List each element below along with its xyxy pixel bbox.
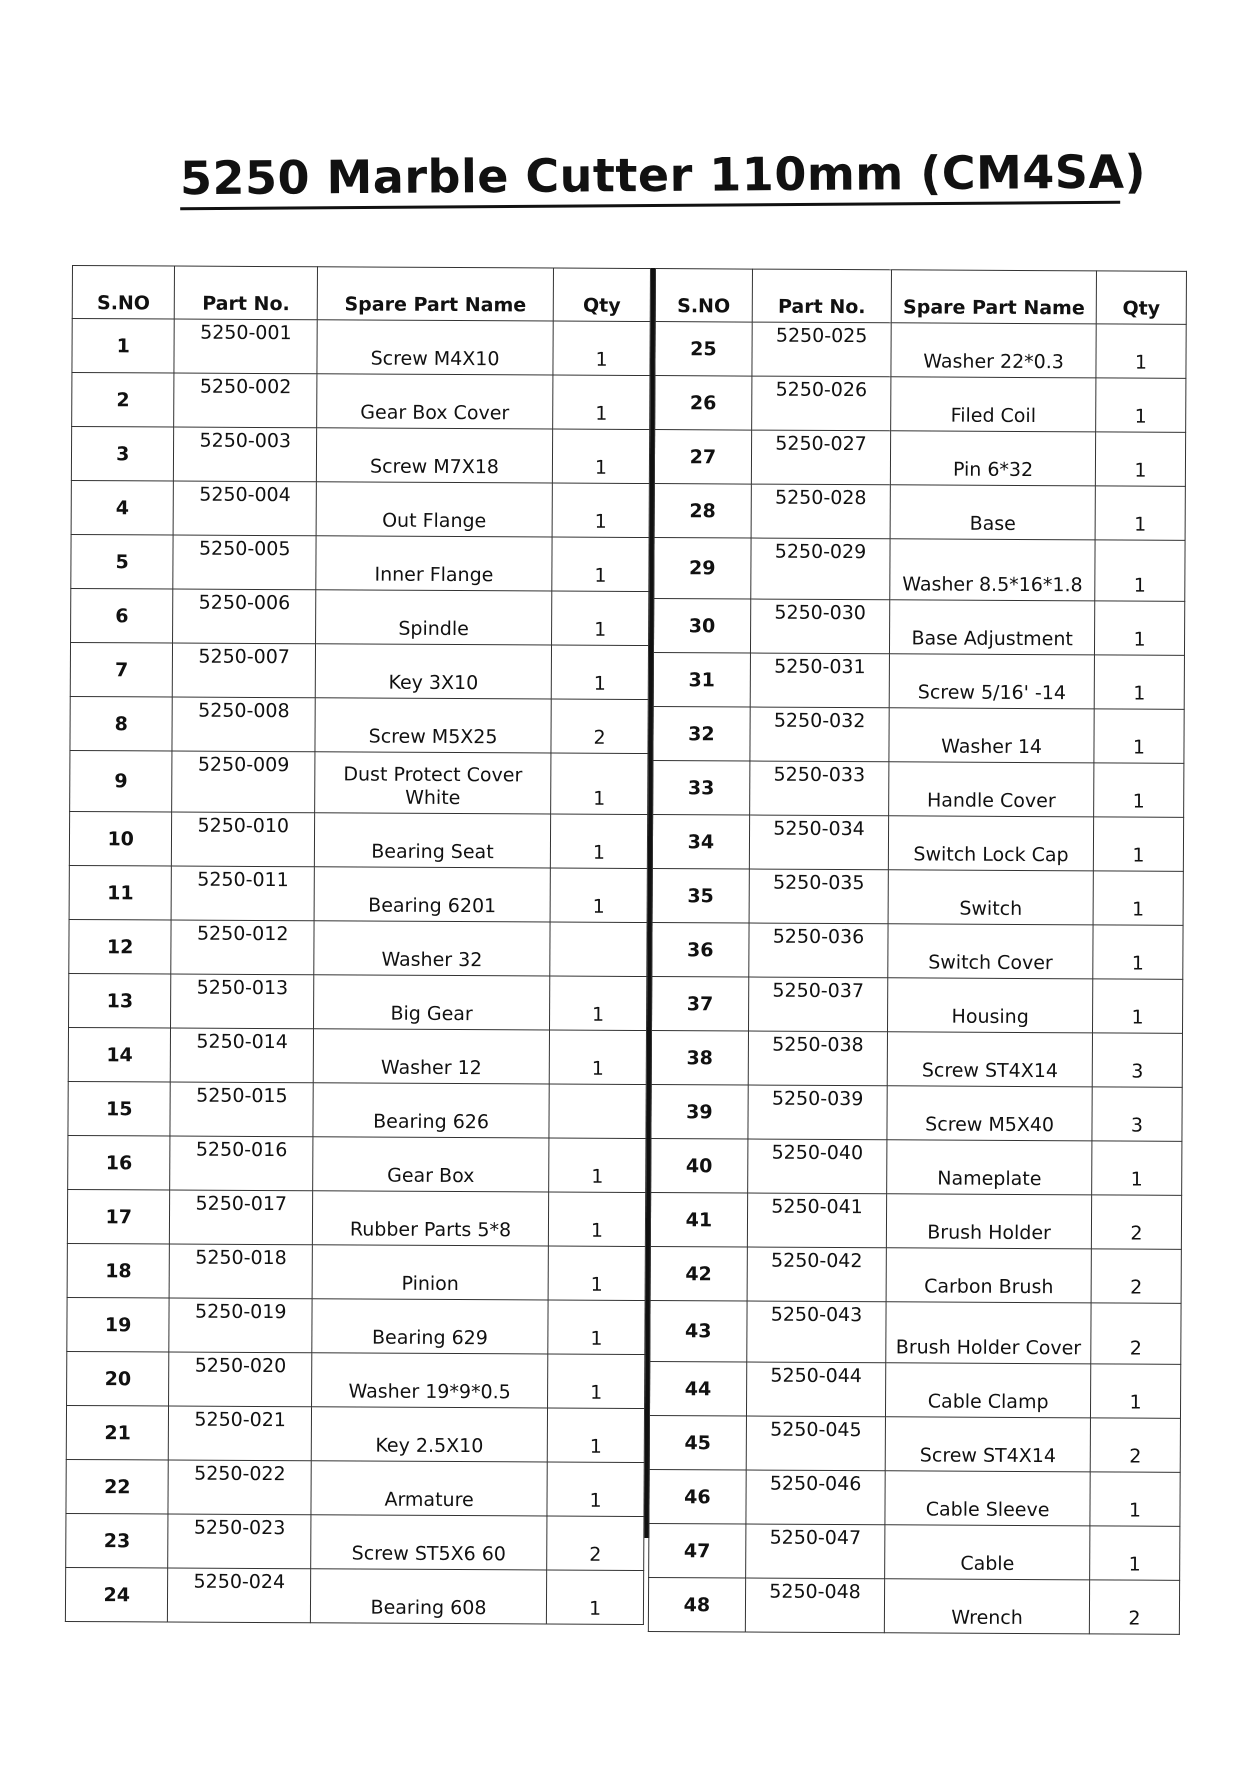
- cell-part-no: 5250-034: [749, 815, 889, 870]
- cell-part-no: 5250-043: [747, 1301, 887, 1363]
- table-row: [650, 1247, 1181, 1304]
- cell-name: Wrench: [885, 1579, 1090, 1634]
- cell-name: Screw ST5X6 60: [311, 1515, 547, 1570]
- cell-name: Armature: [311, 1461, 547, 1516]
- cell-qty: 1: [551, 753, 648, 815]
- table-row: [651, 977, 1182, 1034]
- cell-qty: 1: [550, 868, 647, 923]
- cell-name: Carbon Brush: [886, 1248, 1091, 1303]
- table-row: [65, 1567, 643, 1624]
- cell-part-no: 5250-047: [745, 1524, 885, 1579]
- parts-table-right: [648, 268, 1187, 1635]
- cell-part-no: 5250-024: [168, 1568, 311, 1623]
- cell-name: Key 2.5X10: [311, 1407, 547, 1462]
- cell-sno: 42: [650, 1247, 747, 1302]
- cell-qty: 1: [1092, 1141, 1182, 1195]
- table-row: [652, 815, 1183, 872]
- table-row: [70, 642, 648, 699]
- cell-part-no: 5250-028: [751, 484, 891, 539]
- cell-name: Switch Cover: [888, 924, 1093, 979]
- cell-name: Pin 6*32: [891, 431, 1096, 486]
- cell-sno: 16: [68, 1135, 171, 1190]
- table-row: [71, 588, 649, 645]
- cell-sno: 1: [72, 319, 175, 374]
- cell-part-no: 5250-025: [752, 322, 892, 377]
- cell-name: Base: [890, 485, 1095, 540]
- cell-qty: [549, 1084, 646, 1139]
- cell-sno: 13: [69, 973, 172, 1028]
- cell-sno: 17: [67, 1189, 170, 1244]
- cell-qty: 2: [551, 699, 648, 754]
- cell-sno: 47: [649, 1524, 746, 1579]
- cell-part-no: 5250-019: [169, 1298, 312, 1353]
- cell-qty: 1: [1094, 709, 1184, 763]
- parts-sheet: [65, 265, 1187, 1630]
- table-row: [652, 923, 1183, 980]
- cell-qty: 1: [1095, 432, 1185, 486]
- cell-name: Screw M4X10: [317, 320, 553, 375]
- cell-qty: 2: [1089, 1580, 1179, 1634]
- cell-name: Dust Protect Cover White: [315, 752, 551, 814]
- cell-name: Pinion: [312, 1245, 548, 1300]
- cell-part-no: 5250-007: [173, 643, 316, 698]
- cell-qty: 2: [1091, 1303, 1181, 1364]
- left-table-body: [65, 319, 650, 1625]
- cell-sno: 23: [66, 1513, 169, 1568]
- cell-sno: 21: [66, 1405, 169, 1460]
- table-row: [654, 484, 1185, 541]
- cell-name: Screw 5/16' -14: [889, 654, 1094, 709]
- cell-qty: 1: [1090, 1526, 1180, 1580]
- cell-sno: 12: [69, 919, 172, 974]
- cell-qty: 1: [546, 1570, 643, 1625]
- page-title: 5250 Marble Cutter 110mm (CM4SA): [180, 145, 1120, 211]
- table-row: [68, 1027, 646, 1084]
- cell-part-no: 5250-048: [745, 1578, 885, 1633]
- cell-name: Housing: [888, 978, 1093, 1033]
- table-row: [68, 1135, 646, 1192]
- right-table-body: [648, 322, 1186, 1635]
- table-row: [67, 1243, 645, 1300]
- table-row: [655, 376, 1186, 433]
- table-row: [69, 865, 647, 922]
- cell-name: Switch: [888, 870, 1093, 925]
- cell-part-no: 5250-017: [170, 1190, 313, 1245]
- cell-sno: 9: [70, 750, 173, 812]
- table-row: [69, 811, 647, 868]
- cell-qty: 2: [1090, 1418, 1180, 1472]
- cell-name: Switch Lock Cap: [889, 816, 1094, 871]
- cell-sno: 35: [652, 869, 749, 924]
- cell-sno: 10: [69, 811, 172, 866]
- table-row: [650, 1193, 1181, 1250]
- table-row: [71, 480, 649, 537]
- cell-qty: 1: [1096, 324, 1186, 378]
- header-qty: Qty: [1096, 271, 1186, 324]
- cell-part-no: 5250-020: [169, 1352, 312, 1407]
- cell-qty: 1: [1090, 1472, 1180, 1526]
- cell-sno: 3: [71, 427, 174, 482]
- cell-part-no: 5250-035: [749, 869, 889, 924]
- cell-part-no: 5250-039: [748, 1085, 888, 1140]
- cell-part-no: 5250-023: [168, 1514, 311, 1569]
- table-row: [66, 1513, 644, 1570]
- cell-sno: 33: [653, 761, 750, 816]
- cell-part-no: 5250-036: [749, 923, 889, 978]
- cell-sno: 43: [650, 1301, 747, 1363]
- cell-sno: 40: [651, 1139, 748, 1194]
- cell-part-no: 5250-033: [749, 761, 889, 816]
- cell-sno: 26: [655, 376, 752, 431]
- cell-name: Base Adjustment: [890, 600, 1095, 655]
- cell-qty: 1: [553, 375, 650, 430]
- cell-name: Screw M5X25: [315, 698, 551, 753]
- cell-name: Spindle: [316, 590, 552, 645]
- table-row: [68, 1081, 646, 1138]
- cell-sno: 45: [649, 1416, 746, 1471]
- cell-sno: 18: [67, 1243, 170, 1298]
- cell-sno: 5: [71, 534, 174, 589]
- cell-name: Screw ST4X14: [885, 1417, 1090, 1472]
- cell-part-no: 5250-031: [750, 653, 890, 708]
- cell-part-no: 5250-026: [751, 376, 891, 431]
- header-part-no: Part No.: [752, 269, 892, 323]
- cell-qty: 1: [548, 1246, 645, 1301]
- cell-sno: 32: [653, 707, 750, 762]
- table-row: [72, 319, 650, 376]
- cell-qty: 1: [1093, 925, 1183, 979]
- parts-table-left: [65, 265, 651, 1625]
- cell-sno: 37: [651, 977, 748, 1032]
- cell-sno: 19: [67, 1297, 170, 1352]
- table-row: [66, 1405, 644, 1462]
- cell-qty: 2: [1091, 1249, 1181, 1303]
- cell-qty: 1: [548, 1354, 645, 1409]
- table-row: [649, 1524, 1180, 1581]
- cell-sno: 36: [652, 923, 749, 978]
- cell-name: Washer 19*9*0.5: [312, 1353, 548, 1408]
- cell-name: Gear Box Cover: [317, 374, 553, 429]
- table-row: [653, 599, 1184, 656]
- cell-sno: 38: [651, 1031, 748, 1086]
- cell-part-no: 5250-046: [746, 1470, 886, 1525]
- cell-name: Inner Flange: [316, 536, 552, 591]
- table-row: [648, 1578, 1179, 1635]
- table-row: [69, 919, 647, 976]
- cell-qty: 1: [552, 429, 649, 484]
- cell-part-no: 5250-016: [170, 1136, 313, 1191]
- cell-name: Washer 22*0.3: [891, 323, 1096, 378]
- cell-qty: 1: [1094, 655, 1184, 709]
- cell-qty: 1: [1095, 486, 1185, 540]
- cell-part-no: 5250-002: [174, 373, 317, 428]
- cell-part-no: 5250-038: [748, 1031, 888, 1086]
- cell-name: Cable Clamp: [886, 1363, 1091, 1418]
- cell-sno: 24: [65, 1567, 168, 1622]
- cell-qty: 1: [551, 645, 648, 700]
- table-row: [70, 696, 648, 753]
- cell-part-no: 5250-015: [170, 1082, 313, 1137]
- table-row: [651, 1139, 1182, 1196]
- header-sno: S.NO: [72, 266, 175, 320]
- cell-qty: 1: [1093, 871, 1183, 925]
- table-row: [71, 534, 649, 591]
- cell-qty: 1: [547, 1462, 644, 1517]
- cell-qty: [550, 922, 647, 977]
- cell-qty: 2: [1091, 1195, 1181, 1249]
- table-header-row: [72, 266, 650, 322]
- cell-name: Handle Cover: [889, 762, 1094, 817]
- cell-part-no: 5250-012: [171, 920, 314, 975]
- cell-qty: 1: [552, 591, 649, 646]
- table-row: [653, 707, 1184, 764]
- cell-part-no: 5250-004: [174, 481, 317, 536]
- cell-name: Brush Holder: [887, 1194, 1092, 1249]
- table-row: [649, 1416, 1180, 1473]
- cell-part-no: 5250-003: [174, 427, 317, 482]
- cell-qty: 1: [552, 483, 649, 538]
- table-row: [655, 322, 1186, 379]
- cell-sno: 30: [653, 599, 750, 654]
- cell-name: Rubber Parts 5*8: [312, 1191, 548, 1246]
- cell-sno: 25: [655, 322, 752, 377]
- cell-name: Screw M5X40: [887, 1086, 1092, 1141]
- table-row: [66, 1459, 644, 1516]
- cell-sno: 11: [69, 865, 172, 920]
- cell-part-no: 5250-018: [170, 1244, 313, 1299]
- cell-sno: 27: [654, 430, 751, 485]
- cell-part-no: 5250-041: [747, 1193, 887, 1248]
- cell-sno: 29: [654, 538, 751, 600]
- cell-sno: 4: [71, 480, 174, 535]
- cell-qty: 1: [1090, 1364, 1180, 1418]
- cell-qty: 1: [1092, 979, 1182, 1033]
- table-row: [67, 1189, 645, 1246]
- cell-part-no: 5250-022: [168, 1460, 311, 1515]
- cell-name: Bearing 629: [312, 1299, 548, 1354]
- cell-sno: 31: [653, 653, 750, 708]
- cell-part-no: 5250-045: [746, 1416, 886, 1471]
- cell-part-no: 5250-013: [171, 974, 314, 1029]
- cell-sno: 41: [650, 1193, 747, 1248]
- cell-sno: 34: [652, 815, 749, 870]
- cell-name: Washer 12: [313, 1029, 549, 1084]
- cell-name: Out Flange: [316, 482, 552, 537]
- cell-name: Gear Box: [313, 1137, 549, 1192]
- cell-sno: 28: [654, 484, 751, 539]
- table-row: [649, 1362, 1180, 1419]
- header-part-name: Spare Part Name: [891, 270, 1096, 324]
- table-row: [652, 869, 1183, 926]
- cell-name: Key 3X10: [315, 644, 551, 699]
- cell-name: Screw M7X18: [316, 428, 552, 483]
- cell-name: Cable Sleeve: [885, 1471, 1090, 1526]
- cell-name: Bearing 6201: [314, 867, 550, 922]
- table-row: [71, 427, 649, 484]
- cell-qty: 2: [547, 1516, 644, 1571]
- cell-sno: 46: [649, 1470, 746, 1525]
- cell-name: Washer 14: [889, 708, 1094, 763]
- table-row: [72, 373, 650, 430]
- table-header-row: [655, 269, 1186, 325]
- cell-part-no: 5250-030: [750, 599, 890, 654]
- cell-qty: 1: [1093, 817, 1183, 871]
- cell-qty: 1: [550, 814, 647, 869]
- cell-part-no: 5250-010: [172, 812, 315, 867]
- table-row: [651, 1085, 1182, 1142]
- cell-name: Screw ST4X14: [887, 1032, 1092, 1087]
- cell-qty: 3: [1092, 1033, 1182, 1087]
- cell-sno: 8: [70, 696, 173, 751]
- cell-part-no: 5250-037: [748, 977, 888, 1032]
- cell-part-no: 5250-001: [174, 319, 317, 374]
- cell-name: Cable: [885, 1525, 1090, 1580]
- cell-part-no: 5250-009: [172, 751, 315, 813]
- cell-name: Bearing 608: [310, 1569, 546, 1624]
- header-part-no: Part No.: [175, 266, 318, 320]
- cell-sno: 20: [67, 1351, 170, 1406]
- table-row: [69, 973, 647, 1030]
- header-sno: S.NO: [655, 269, 752, 323]
- cell-part-no: 5250-006: [173, 589, 316, 644]
- header-qty: Qty: [553, 268, 650, 322]
- cell-name: Washer 8.5*16*1.8: [890, 539, 1095, 601]
- cell-qty: 1: [549, 1030, 646, 1085]
- cell-name: Washer 32: [314, 921, 550, 976]
- table-row: [654, 538, 1185, 602]
- cell-part-no: 5250-044: [746, 1362, 886, 1417]
- cell-sno: 6: [71, 588, 174, 643]
- cell-part-no: 5250-008: [172, 697, 315, 752]
- table-row: [67, 1351, 645, 1408]
- table-row: [653, 653, 1184, 710]
- cell-sno: 48: [648, 1578, 745, 1633]
- table-row: [650, 1301, 1181, 1365]
- cell-sno: 22: [66, 1459, 169, 1514]
- cell-name: Bearing 626: [313, 1083, 549, 1138]
- cell-name: Filed Coil: [891, 377, 1096, 432]
- cell-qty: 1: [548, 1300, 645, 1355]
- cell-part-no: 5250-032: [750, 707, 890, 762]
- table-row: [651, 1031, 1182, 1088]
- cell-qty: 1: [553, 321, 650, 376]
- cell-part-no: 5250-014: [171, 1028, 314, 1083]
- cell-part-no: 5250-029: [751, 538, 891, 600]
- cell-name: Brush Holder Cover: [886, 1302, 1091, 1364]
- cell-part-no: 5250-040: [747, 1139, 887, 1194]
- cell-qty: 1: [1094, 601, 1184, 655]
- cell-qty: 3: [1092, 1087, 1182, 1141]
- cell-part-no: 5250-011: [172, 866, 315, 921]
- cell-sno: 44: [649, 1362, 746, 1417]
- table-row: [649, 1470, 1180, 1527]
- header-part-name: Spare Part Name: [317, 267, 553, 321]
- cell-qty: 1: [549, 1138, 646, 1193]
- table-row: [70, 750, 648, 814]
- cell-sno: 15: [68, 1081, 171, 1136]
- cell-qty: 1: [1095, 540, 1185, 601]
- cell-qty: 1: [547, 1408, 644, 1463]
- cell-sno: 14: [68, 1027, 171, 1082]
- cell-qty: 1: [548, 1192, 645, 1247]
- cell-qty: 1: [1096, 378, 1186, 432]
- cell-name: Big Gear: [314, 975, 550, 1030]
- cell-qty: 1: [552, 537, 649, 592]
- table-row: [67, 1297, 645, 1354]
- cell-name: Nameplate: [887, 1140, 1092, 1195]
- table-row: [654, 430, 1185, 487]
- table-row: [653, 761, 1184, 818]
- cell-sno: 2: [72, 373, 175, 428]
- cell-part-no: 5250-027: [751, 430, 891, 485]
- cell-part-no: 5250-021: [169, 1406, 312, 1461]
- cell-sno: 7: [70, 642, 173, 697]
- cell-part-no: 5250-005: [173, 535, 316, 590]
- cell-qty: 1: [550, 976, 647, 1031]
- cell-qty: 1: [1094, 763, 1184, 817]
- cell-sno: 39: [651, 1085, 748, 1140]
- cell-part-no: 5250-042: [747, 1247, 887, 1302]
- cell-name: Bearing Seat: [314, 813, 550, 868]
